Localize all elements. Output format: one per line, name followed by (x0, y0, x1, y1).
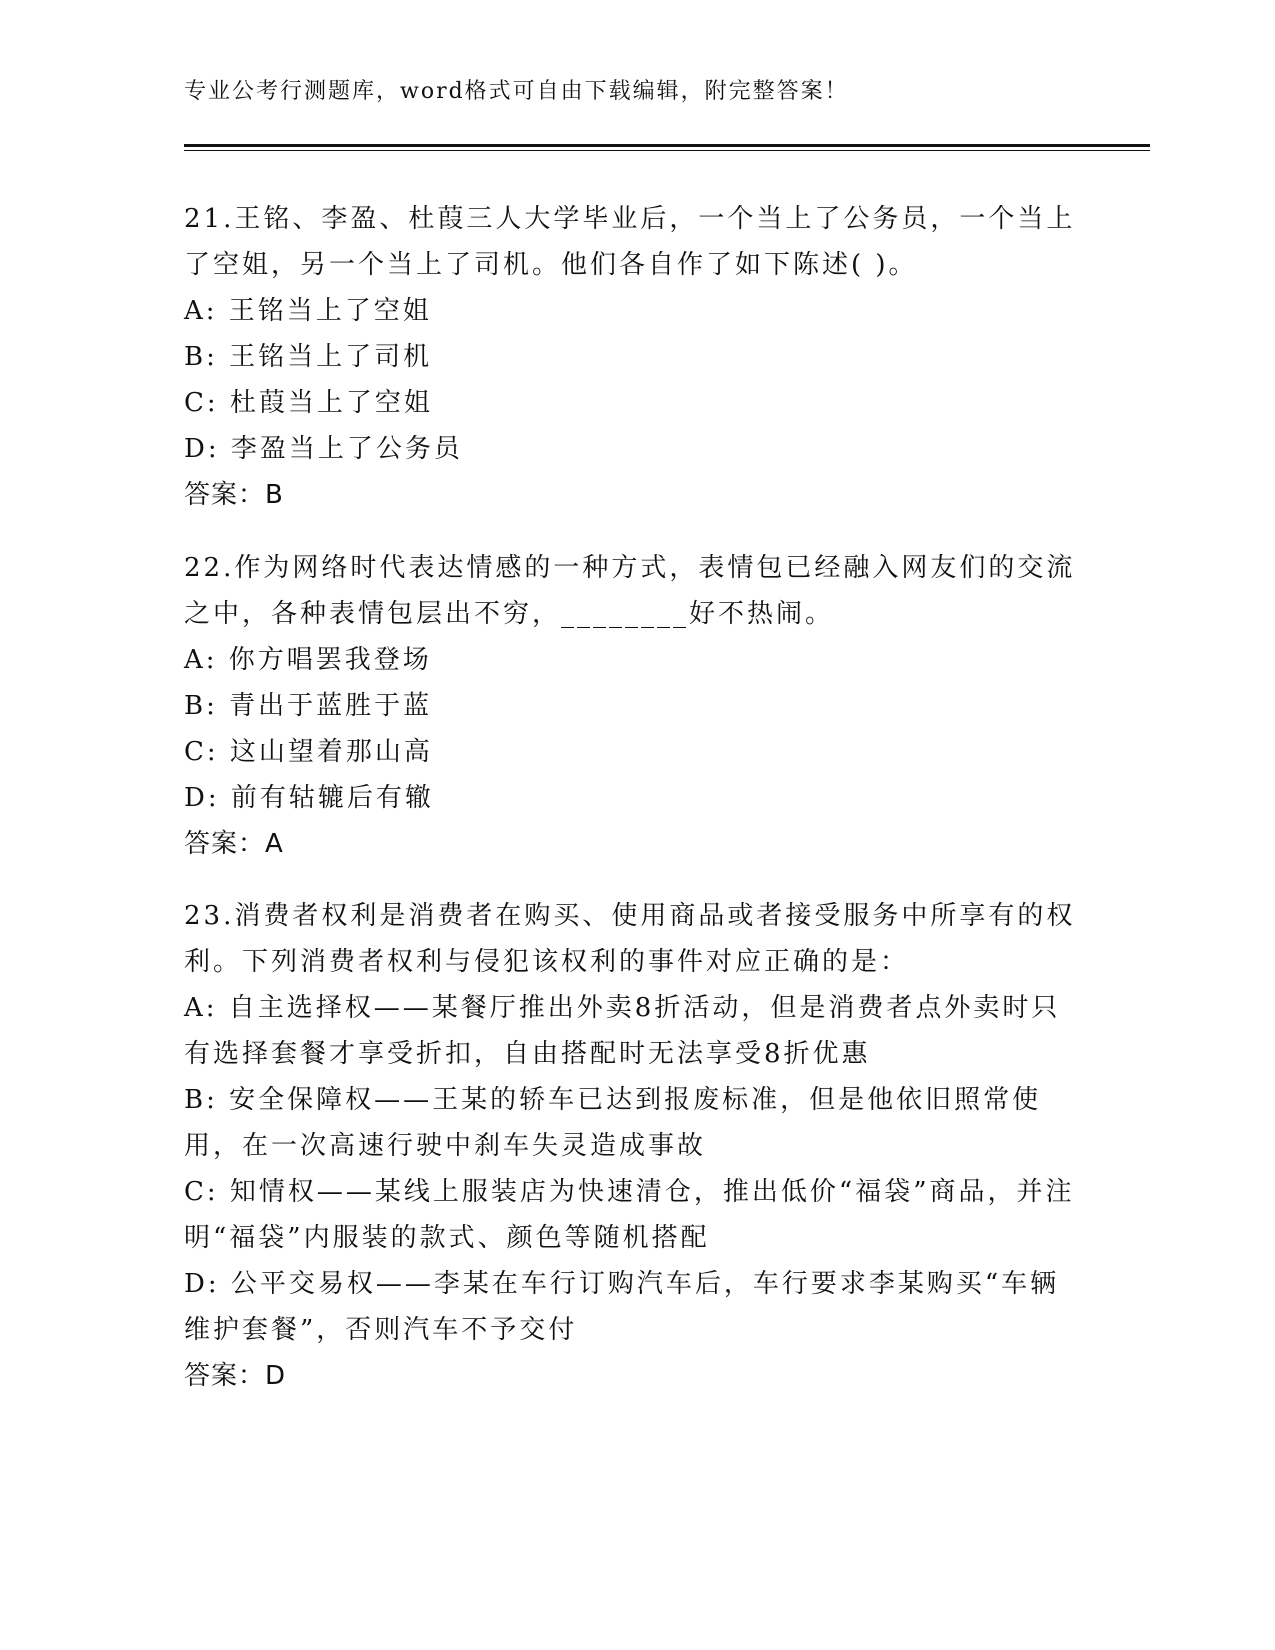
question-21 (184, 196, 1084, 518)
option-a: A: 你方唱罢我登场 (184, 645, 432, 675)
answer-label: 答案：A (184, 829, 284, 859)
option-d: D: 前有轱辘后有辙 (184, 783, 434, 813)
page-header: 专业公考行测题库，word格式可自由下载编辑，附完整答案！ (184, 79, 849, 104)
option-b: B: 王铭当上了司机 (184, 342, 433, 372)
option-a: A: 王铭当上了空姐 (184, 296, 432, 326)
option-d: D: 公平交易权——李某在车行订购汽车后，车行要求李某购买“车辆维护套餐”，否则汽车不予交付 (184, 1269, 1060, 1345)
answer-label: 答案：B (184, 480, 284, 510)
header-divider-thick (184, 144, 1150, 147)
option-c: C: 杜葭当上了空姐 (184, 388, 433, 418)
question-stem: 23.消费者权利是消费者在购买、使用商品或者接受服务中所享有的权利。下列消费者权利与侵犯该权利的事件对应正确的是： (184, 901, 1076, 977)
question-stem: 22.作为网络时代表达情感的一种方式，表情包已经融入网友们的交流之中，各种表情包层出不穷，________好不热闹。 (184, 553, 1076, 629)
header-divider-thin (184, 150, 1150, 151)
option-c: C: 这山望着那山高 (184, 737, 433, 767)
answer-label: 答案：D (184, 1361, 287, 1391)
option-d: D: 李盈当上了公务员 (184, 434, 463, 464)
option-a: A: 自主选择权——某餐厅推出外卖8折活动，但是消费者点外卖时只有选择套餐才享受折扣，自由搭配时无法享受8折优惠 (184, 993, 1061, 1069)
question-23 (184, 893, 1084, 1399)
option-b: B: 安全保障权——王某的轿车已达到报废标准，但是他依旧照常使用，在一次高速行驶中刹车失灵造成事故 (184, 1085, 1042, 1161)
option-c: C: 知情权——某线上服装店为快速清仓，推出低价“福袋”商品，并注明“福袋”内服装的款式、颜色等随机搭配 (184, 1177, 1075, 1253)
question-22 (184, 545, 1084, 867)
option-b: B: 青出于蓝胜于蓝 (184, 691, 433, 721)
question-stem: 21.王铭、李盈、杜葭三人大学毕业后，一个当上了公务员，一个当上了空姐，另一个当上了司机。他们各自作了如下陈述( )。 (184, 204, 1076, 280)
